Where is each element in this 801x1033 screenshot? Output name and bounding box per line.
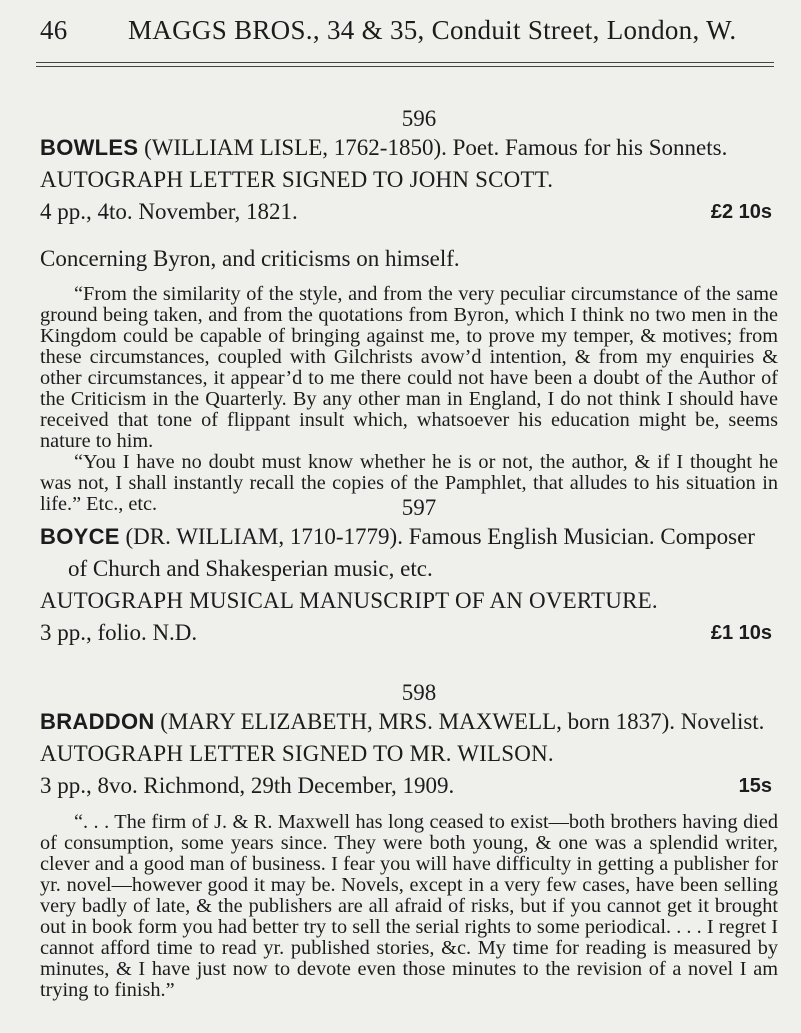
item-details: 4 pp., 4to. November, 1821. bbox=[40, 199, 298, 224]
author-name: BOWLES bbox=[40, 135, 139, 160]
page-number: 46 bbox=[40, 15, 68, 45]
catalogue-entry-598 bbox=[40, 680, 778, 1001]
catalogue-entry-596 bbox=[40, 106, 778, 515]
entry-heading bbox=[40, 521, 778, 553]
lot-number: 598 bbox=[401, 680, 437, 705]
author-description: (MARY ELIZABETH, MRS. MAXWELL, born 1837). Novelist. bbox=[160, 709, 765, 734]
item-title: AUTOGRAPH MUSICAL MANUSCRIPT OF AN OVERTURE. bbox=[40, 588, 658, 613]
item-details: 3 pp., 8vo. Richmond, 29th December, 1909. bbox=[40, 773, 455, 798]
author-name: BRADDON bbox=[40, 709, 155, 734]
quote-paragraph: “From the similarity of the style, and from the very peculiar circumstance of the same ground being taken, and from the quotations from Byron, which I think no two men in the Kingdom could be capable of bringing against me, to prove my temper, & motives; from these circumstances, coupled with Gilchrists avow’d intention, & from my enquiries & other circumstances, it appear’d to me there could not have been a doubt of the Author of the Criticism in the Quarterly. By any other man in England, I do not think I should have received that tone of flippant insult which, whatsoever his education might be, seems nature to him. bbox=[40, 283, 778, 452]
author-description: (DR. WILLIAM, 1710-1779). Famous English Musician. Composer bbox=[125, 524, 755, 549]
item-details-row bbox=[40, 196, 778, 228]
item-details-row bbox=[40, 617, 778, 649]
price: £1 10s bbox=[710, 622, 772, 644]
price: 15s bbox=[738, 775, 772, 797]
entry-heading bbox=[40, 132, 778, 164]
catalogue-entry-597 bbox=[40, 495, 778, 649]
quote-paragraph: “. . . The firm of J. & R. Maxwell has long ceased to exist—both brothers having died of consumption, some years since. They were both young, & one was a splendid writer, clever and a good man of business. I fear you will have difficulty in getting a publisher for yr. novel—however good it may be. Novels, except in a very few cases, have been selling very badly of late, & the publishers are all afraid of risks, but if you cannot get it brought out in book form you had better try to sell the serial rights to some periodical. . . . I regret I cannot afford time to read yr. published stories, &c. My time for reading is measured by minutes, & I have just now to devote even those minutes to the revision of a novel I am trying to finish.” bbox=[40, 811, 778, 1001]
running-header bbox=[40, 14, 780, 46]
author-description-continued: of Church and Shakesperian music, etc. bbox=[68, 556, 433, 581]
lot-number: 597 bbox=[401, 495, 437, 520]
item-details-row bbox=[40, 770, 778, 802]
header-title: MAGGS BROS., 34 & 35, Conduit Street, London, W. bbox=[128, 15, 737, 45]
price: £2 10s bbox=[710, 201, 772, 223]
item-subject: Concerning Byron, and criticisms on himself. bbox=[40, 246, 460, 271]
entry-heading bbox=[40, 706, 778, 738]
lot-number: 596 bbox=[401, 106, 437, 131]
quote-paragraph: “You I have no doubt must know whether he is or not, the author, & if I thought he was not, I shall instantly recall the copies of the Pamphlet, that alludes to his situation in life.” Etc., etc. bbox=[40, 451, 778, 515]
letter-quote bbox=[40, 812, 778, 1001]
item-title: AUTOGRAPH LETTER SIGNED TO JOHN SCOTT. bbox=[40, 167, 554, 192]
author-description: (WILLIAM LISLE, 1762-1850). Poet. Famous for his Sonnets. bbox=[144, 135, 728, 160]
letter-quote bbox=[40, 284, 778, 515]
item-title: AUTOGRAPH LETTER SIGNED TO MR. WILSON. bbox=[40, 741, 554, 766]
author-name: BOYCE bbox=[40, 524, 120, 549]
header-rule bbox=[36, 62, 774, 67]
item-details: 3 pp., folio. N.D. bbox=[40, 620, 198, 645]
